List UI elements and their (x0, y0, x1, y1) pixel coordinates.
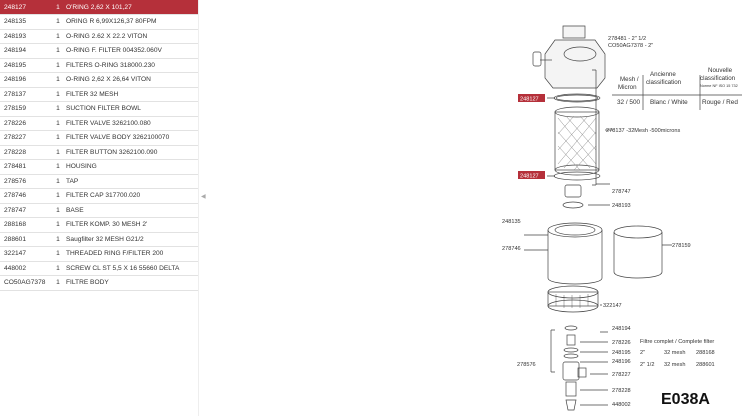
part-description: ORING R 6,99X126,37 80FPM (62, 15, 198, 30)
part-description: SCREW CL ST 5,5 X 16 55660 DELTA (62, 261, 198, 276)
part-code: 248193 (0, 29, 52, 44)
part-code: 278227 (0, 131, 52, 146)
part-description: FILTER VALVE 3262100.080 (62, 116, 198, 131)
parts-row[interactable] (0, 232, 198, 247)
part-qty: 1 (52, 44, 62, 59)
part-code: 248127 (0, 0, 52, 15)
parts-row[interactable] (0, 73, 198, 88)
callout-248127-top[interactable]: 248127 (520, 96, 539, 103)
callout-248127-bottom[interactable]: 248127 (520, 173, 539, 180)
mesh-value-1: 32 / 500 (617, 99, 641, 106)
mesh-header-2a: Ancienne (650, 71, 676, 78)
parts-row[interactable] (0, 44, 198, 59)
complete-filter-title: Filtre complet / Complete filter (640, 339, 715, 345)
callout-322147[interactable]: 322147 (603, 303, 622, 309)
complete-filter-r2a: 2" 1/2 (640, 362, 655, 368)
mesh-value-3: Rouge / Red (702, 99, 738, 106)
part-qty: 1 (52, 232, 62, 247)
callout-248193[interactable]: 248193 (612, 203, 631, 209)
part-description: FILTER VALVE BODY 3262100070 (62, 131, 198, 146)
parts-row[interactable] (0, 102, 198, 117)
part-code: 248196 (0, 73, 52, 88)
housing-label-2: CO50AG7378 - 2" (608, 43, 654, 49)
part-qty: 1 (52, 87, 62, 102)
part-description: THREADED RING F/FILTER 200 (62, 247, 198, 262)
part-qty: 1 (52, 174, 62, 189)
part-description: FILTRE BODY (62, 276, 198, 291)
exploded-parts-diagram (207, 0, 750, 416)
part-description: O'RING 2,62 X 101,27 (62, 0, 198, 15)
suction-bowl-shape[interactable] (614, 226, 662, 278)
complete-filter-r2c[interactable]: 288601 (696, 362, 715, 368)
part-qty: 1 (52, 116, 62, 131)
part-description: BASE (62, 203, 198, 218)
mesh-value-2: Blanc / White (650, 99, 688, 106)
part-qty: 1 (52, 102, 62, 117)
housing-label-1: 278481 - 2" 1/2 (608, 36, 647, 42)
part-description: Saugfilter 32 MESH G21/2 (62, 232, 198, 247)
callout-448002[interactable]: 448002 (612, 402, 631, 408)
callout-278228[interactable]: 278228 (612, 388, 631, 394)
mesh-header-1a: Mesh / (620, 76, 639, 83)
parts-row[interactable] (0, 116, 198, 131)
part-code: 278576 (0, 174, 52, 189)
valve-assembly-shape[interactable] (563, 326, 586, 410)
part-code: 278159 (0, 102, 52, 117)
part-qty: 1 (52, 73, 62, 88)
parts-row[interactable] (0, 15, 198, 30)
callout-278747[interactable]: 278747 (612, 189, 631, 195)
parts-row[interactable] (0, 276, 198, 291)
parts-row[interactable] (0, 218, 198, 233)
part-code: CO50AG7378 (0, 276, 52, 291)
mesh-header-3b: classification (700, 75, 736, 82)
parts-row[interactable] (0, 189, 198, 204)
parts-row[interactable] (0, 145, 198, 160)
collapse-arrow-icon[interactable]: ◀ (201, 194, 206, 200)
part-qty: 1 (52, 276, 62, 291)
part-qty: 1 (52, 247, 62, 262)
parts-row[interactable] (0, 247, 198, 262)
callout-248135[interactable]: 248135 (502, 219, 521, 225)
filter-cap-shape[interactable] (548, 223, 602, 284)
callout-248194[interactable]: 248194 (612, 326, 631, 332)
part-description: O-RING 2,62 X 26,64 VITON (62, 73, 198, 88)
callout-278576[interactable]: 278576 (517, 362, 536, 368)
part-qty: 1 (52, 131, 62, 146)
parts-row[interactable] (0, 58, 198, 73)
part-code: 278137 (0, 87, 52, 102)
part-qty: 1 (52, 189, 62, 204)
threaded-ring-shape[interactable] (548, 286, 598, 312)
mesh-header-3a: Nouvelle (708, 67, 733, 74)
mesh-classification-table (617, 67, 738, 106)
complete-filter-r2b: 32 mesh (664, 362, 686, 368)
part-qty: 1 (52, 58, 62, 73)
parts-row[interactable] (0, 29, 198, 44)
part-description: SUCTION FILTER BOWL (62, 102, 198, 117)
parts-row[interactable] (0, 174, 198, 189)
mesh-filter-shape[interactable] (555, 107, 599, 175)
part-code: 278481 (0, 160, 52, 175)
part-code: 248135 (0, 15, 52, 30)
part-code: 322147 (0, 247, 52, 262)
part-qty: 1 (52, 15, 62, 30)
parts-row[interactable] (0, 0, 198, 15)
part-code: 288601 (0, 232, 52, 247)
callout-278159[interactable]: 278159 (672, 243, 691, 249)
mesh-header-1b: Micron (618, 84, 637, 91)
complete-filter-r1c[interactable]: 288168 (696, 350, 715, 356)
callout-248196[interactable]: 248196 (612, 359, 631, 365)
callout-278746[interactable]: 278746 (502, 246, 521, 252)
part-code: 278746 (0, 189, 52, 204)
mesh-header-3c: Norme NF ISO 15 732 (700, 84, 738, 88)
parts-row[interactable] (0, 160, 198, 175)
part-code: 248194 (0, 44, 52, 59)
complete-filter-r1a: 2" (640, 350, 646, 356)
oring-248127-bottom[interactable] (554, 172, 600, 180)
part-description: FILTER BUTTON 3262100.090 (62, 145, 198, 160)
complete-filter-table (640, 339, 715, 368)
part-qty: 1 (52, 145, 62, 160)
parts-row[interactable] (0, 203, 198, 218)
part-description: O-RING F. FILTER 004352.060V (62, 44, 198, 59)
callout-278227[interactable]: 278227 (612, 372, 631, 378)
parts-list-table (0, 0, 198, 291)
callout-278226[interactable]: 278226 (612, 340, 631, 346)
part-qty: 1 (52, 29, 62, 44)
part-qty: 1 (52, 218, 62, 233)
part-description: HOUSING (62, 160, 198, 175)
part-code: 248195 (0, 58, 52, 73)
callout-248195[interactable]: 248195 (612, 350, 631, 356)
parts-row[interactable] (0, 87, 198, 102)
parts-row[interactable] (0, 131, 198, 146)
part-qty: 1 (52, 160, 62, 175)
part-code: 448002 (0, 261, 52, 276)
part-code: 278226 (0, 116, 52, 131)
parts-row[interactable] (0, 261, 198, 276)
part-description: FILTER 32 MESH (62, 87, 198, 102)
part-description: O-RING 2.62 X 22.2 VITON (62, 29, 198, 44)
part-code: 278228 (0, 145, 52, 160)
mesh-header-2b: classification (646, 79, 682, 86)
part-code: 288168 (0, 218, 52, 233)
part-qty: 1 (52, 0, 62, 15)
part-qty: 1 (52, 203, 62, 218)
diagram-code: E038A (661, 391, 710, 408)
part-description: FILTERS O-RING 318000.230 (62, 58, 198, 73)
part-description: FILTER KOMP. 30 MESH 2' (62, 218, 198, 233)
callout-278137[interactable]: 278137 -32Mesh -500microns (606, 128, 681, 134)
part-code: 278747 (0, 203, 52, 218)
part-description: TAP (62, 174, 198, 189)
complete-filter-r1b: 32 mesh (664, 350, 686, 356)
part-qty: 1 (52, 261, 62, 276)
base-shape[interactable] (565, 185, 581, 197)
part-description: FILTER CAP 317700.020 (62, 189, 198, 204)
